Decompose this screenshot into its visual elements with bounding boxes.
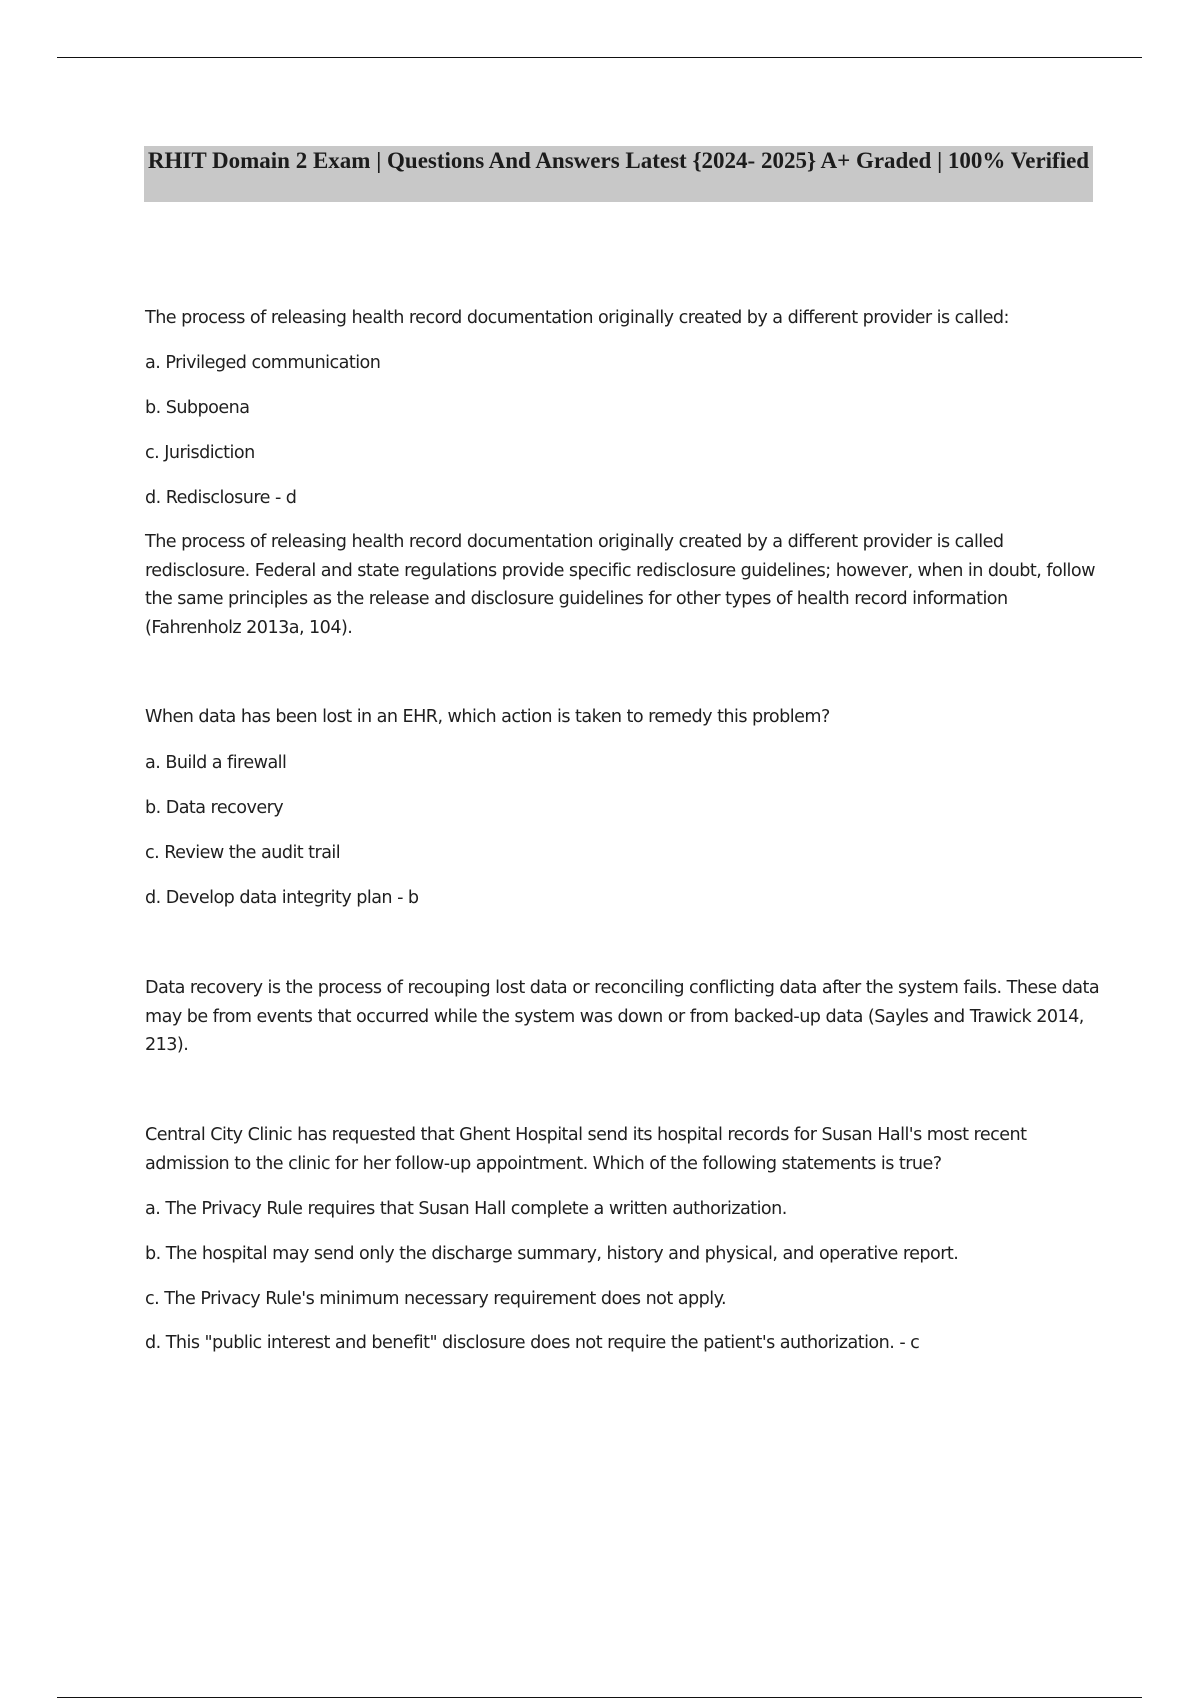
question-2-option-a: a. Build a firewall [145, 753, 287, 773]
document-title: RHIT Domain 2 Exam | Questions And Answers Latest {2024- 2025} A+ Graded | 100% Verified [144, 146, 1093, 202]
question-2-option-b: b. Data recovery [145, 798, 284, 818]
question-1-explanation: The process of releasing health record documentation originally created by a different provider is called redisclosure. Federal and state regulations provide specific redisclosure guidelines; however, when in doubt, follow the same principles as the release and disclosure guidelines for other types of health record information (Fahrenholz 2013a, 104). [145, 532, 1095, 638]
question-2-option-d: d. Develop data integrity plan - b [145, 888, 419, 908]
question-2-text: When data has been lost in an EHR, which action is taken to remedy this problem? [145, 707, 830, 727]
question-1-option-d: d. Redisclosure - d [145, 488, 297, 508]
question-1-option-a: a. Privileged communication [145, 353, 381, 373]
question-2-option-c: c. Review the audit trail [145, 843, 341, 863]
question-1-text: The process of releasing health record documentation originally created by a different provider is called: [145, 308, 1009, 328]
question-1-option-b: b. Subpoena [145, 398, 250, 418]
question-3-option-a: a. The Privacy Rule requires that Susan Hall complete a written authorization. [145, 1199, 787, 1219]
header-rule [57, 57, 1142, 58]
question-3-option-d: d. This "public interest and benefit" disclosure does not require the patient's authorization. - c [145, 1333, 920, 1353]
question-3-option-c: c. The Privacy Rule's minimum necessary requirement does not apply. [145, 1289, 726, 1309]
question-3-option-b: b. The hospital may send only the discharge summary, history and physical, and operative report. [145, 1244, 959, 1264]
question-1-option-c: c. Jurisdiction [145, 443, 255, 463]
footer-rule [57, 1697, 1142, 1698]
question-2-explanation: Data recovery is the process of recouping lost data or reconciling conflicting data after the system fails. These data may be from events that occurred while the system was down or from backed-up data (Sayles and Trawick 2014, 213). [145, 978, 1100, 1055]
question-3-text: Central City Clinic has requested that Ghent Hospital send its hospital records for Susan Hall's most recent admission to the clinic for her follow-up appointment. Which of the following statements is true? [145, 1125, 1027, 1174]
